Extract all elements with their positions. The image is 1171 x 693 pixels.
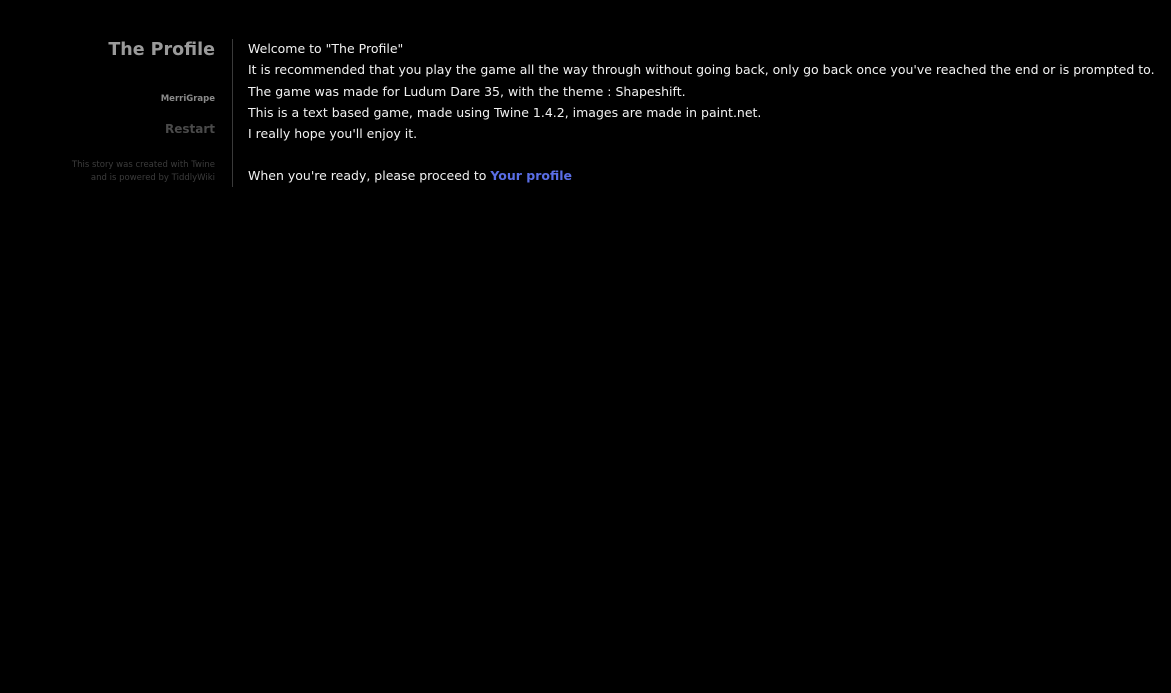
passage-line: It is recommended that you play the game all the way through without going back, only go back once you've reached the end or is prompted to. bbox=[248, 62, 1155, 78]
proceed-line bbox=[248, 165, 1158, 186]
sidebar bbox=[60, 38, 215, 184]
passage-spacer bbox=[248, 144, 1158, 165]
story-title: The Profile bbox=[108, 40, 215, 60]
story-author: MerriGrape bbox=[160, 94, 215, 104]
passage-line: Welcome to "The Profile" bbox=[248, 41, 404, 56]
credits-text: This story was created with Twine and is powered by bbox=[71, 160, 215, 183]
restart-link[interactable]: Restart bbox=[164, 122, 215, 136]
passage-line: The game was made for Ludum Dare 35, with the theme : Shapeshift. bbox=[248, 83, 686, 99]
proceed-text: When you're ready, please proceed to bbox=[248, 168, 491, 184]
passage-line: This is a text based game, made using Twine 1.4.2, images are made in paint.net. bbox=[248, 104, 762, 120]
tiddlywiki-link[interactable]: TiddlyWiki bbox=[171, 172, 215, 183]
sidebar-divider bbox=[232, 39, 233, 187]
your-profile-link[interactable]: Your profile bbox=[490, 168, 572, 184]
passage-line: I really hope you'll enjoy it. bbox=[248, 126, 418, 142]
passage bbox=[248, 38, 1158, 187]
story-credits bbox=[60, 159, 215, 184]
